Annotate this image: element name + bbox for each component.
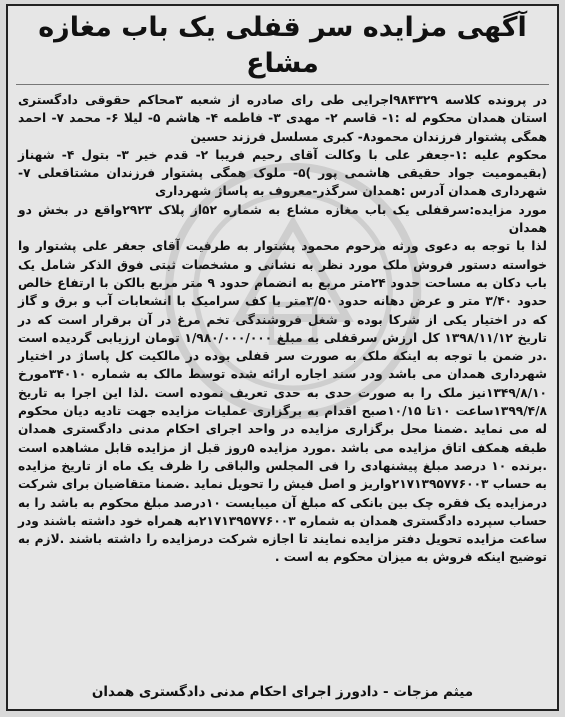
notice-signature: میثم مزجات - دادورز اجرای احکام مدنی دادگستری همدان (91, 684, 474, 700)
paragraph-auction-details: لذا با توجه به دعوی ورثه مرحوم محمود پشتوار به طرفیت آقای جعفر علی پشتوار وا خواسته دستور فروش ملک مورد نظر به نشانی و مشخصات ثبتی فوق الذکر شامل یک باب دکان به مساحت حدود ۲۴متر مربع به انضمام حدود ۹ متر مربع بالکن با ارتفاع خالص حدود ۳/۴۰ متر و عرض دهانه حدود ۳/۵۰متر با کف سرامیک با انشعابات آب و برق و گاز که در اختیار یکی از شرکا بوده و شغل فروشندگی تخم مرغ در آن برقرار است که در تاریخ ۱۳۹۸/۱۱/۱۲ کل ارزش سرقفلی به مبلغ ۱/۹۸۰/۰۰۰/۰۰۰ تومان ارزیابی گردیده است .در ضمن با توجه به اینکه ملک به صورت سر قفلی بوده در مالکیت کل پاساژ در اختیار شهرداری همدان می باشد ودر سند اجاره ارائه شده توسط مالک به شماره ۳۴۰۱۰مورخ ۱۳۴۹/۸/۱۰نیز ملک را به صورت حدی به حدی تعریف نموده است .لذا این اجرا به تاریخ ۱۳۹۹/۴/۸ساعت ۱۰تا ۱۰/۱۵صبح اقدام به برگزاری عملیات مزایده جهت تادیه دیان محکوم له می نماید .ضمنا محل برگزاری مزایده در واحد اجرای احکام مدنی دادگستری همدان طبقه همکف اتاق مزایده می باشد .مورد مزایده ۵روز قبل از مزایده قابل مشاهده است .برنده ۱۰ درصد مبلغ پیشنهادی را فی المجلس والباقی را ظرف یک ماه از تاریخ مزایده به حساب ۲۱۷۱۳۹۵۷۷۶۰۰۳واریز و اصل فیش را تحویل نماید .ضمنا متقاضیان برای شرکت درمزایده یک فقره چک بین بانکی که مبلغ آن میبایست ۱۰درصد مبلغ محکوم به باشد را به حساب سپرده دادگستری همدان به شماره ۲۱۷۱۳۹۵۷۷۶۰۰۳به همراه خود داشته باشند ودر ساعت مزایده تحویل دفتر مزایده نمایند تا اجازه شرکت درمزایده را داشته باشند .لازم به توضیح اینکه فروش به میزان محکوم به است . (18, 239, 548, 565)
paragraph-auction-subject: مورد مزایده:سرقفلی یک باب مغازه مشاع به شماره ۵۲از پلاک ۲۹۲۳واقع در بخش دو همدان (18, 202, 547, 236)
paragraph-case-plaintiffs: در پرونده کلاسه ۹۸۴۳۲۹اجرایی طی رای صادره از شعبه ۳محاکم حقوقی دادگستری استان همدان محکوم له :۱- قاسم ۲- مهدی ۳- فاطمه ۴- هاشم ۵- لیلا ۶- محمد ۷- احمد همگی پشتوار فرزندان محمود۸- کبری مسلسل فرزند حسین (18, 93, 547, 144)
notice-body (8, 91, 557, 567)
paragraph-defendants: محکوم علیه :۱-جعفر علی با وکالت آقای رحیم فریبا ۲- قدم خیر ۳- بتول ۴- شهناز (بقیمومیت جواد حقیقی هاشمی پور )۵- ملوک همگی پشتوار فرزندان مشتاقعلی ۷-شهرداری همدان آدرس :همدان سرگذر-معروف به پاساژ شهرداری (18, 147, 547, 199)
notice-title: آگهی مزایده سر قفلی یک باب مغازه مشاع (16, 10, 549, 85)
auction-notice (6, 4, 559, 711)
